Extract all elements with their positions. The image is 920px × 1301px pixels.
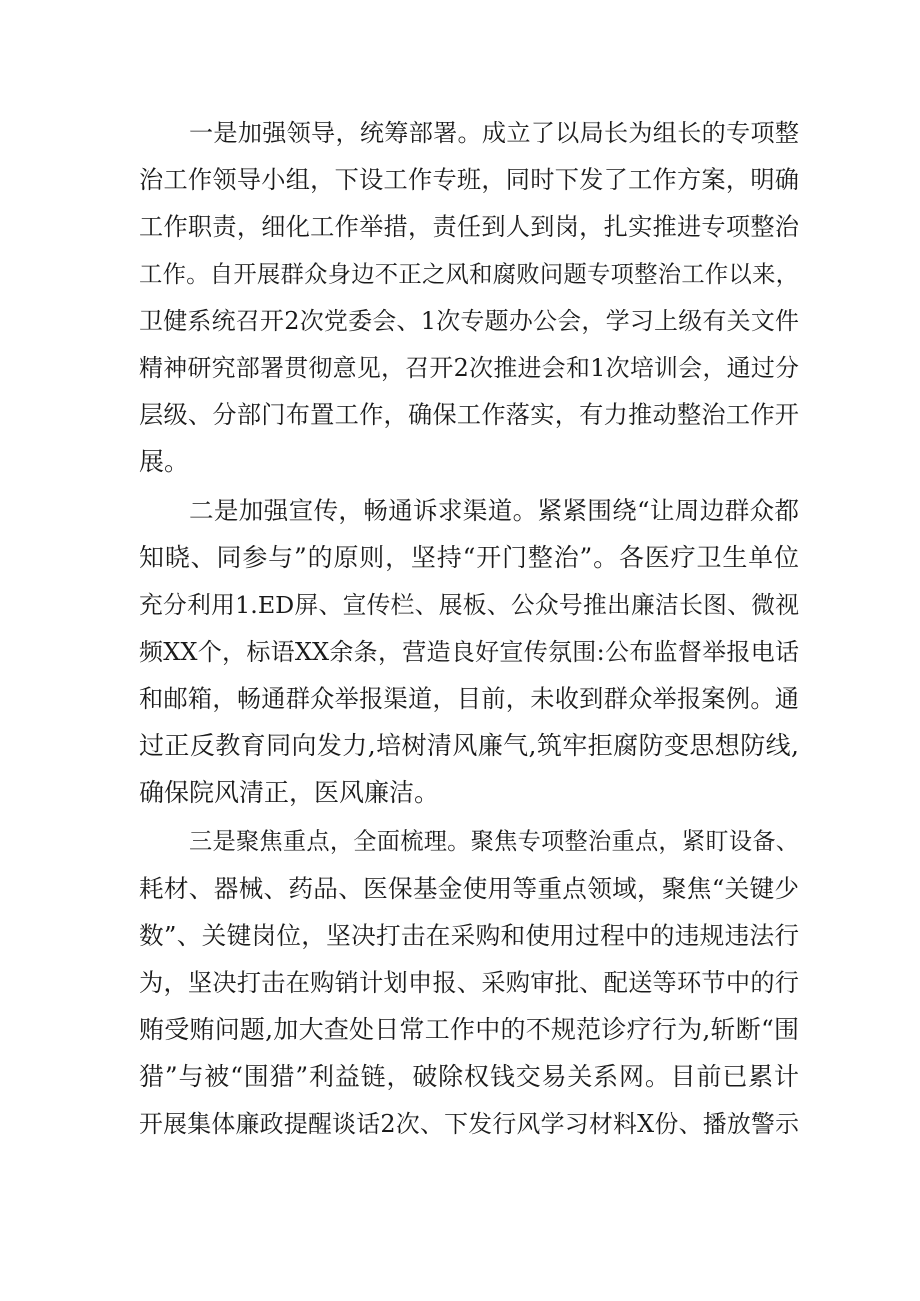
paragraph-line: 频XX个，标语XX余条，营造良好宣传氛围:公布监督举报电话 <box>139 638 799 666</box>
paragraph-line: 过正反教育同向发力,培树清风廉气,筑牢拒腐防变思想防线, <box>139 731 799 760</box>
paragraph-line: 一是加强领导，统筹部署。成立了以局长为组长的专项整 <box>189 119 799 147</box>
paragraph-line: 为，坚决打击在购销计划申报、采购审批、配送等环节中的行 <box>139 969 799 997</box>
paragraph-line: 猎”与被“围猎”利益链，破除权钱交易关系网。目前已累计 <box>139 1062 799 1091</box>
paragraph-line: 二是加强宣传，畅通诉求渠道。紧紧围绕“让周边群众都 <box>189 496 799 525</box>
paragraph-line: 展。 <box>139 447 190 476</box>
paragraph-line: 知晓、同参与”的原则，坚持“开门整治”。各医疗卫生单位 <box>139 543 799 572</box>
paragraph-line: 治工作领导小组，下设工作专班，同时下发了工作方案，明确 <box>139 166 799 194</box>
paragraph-line: 贿受贿问题,加大查处日常工作中的不规范诊疗行为,斩断“围 <box>139 1015 799 1044</box>
paragraph-line: 工作职责，细化工作举措，责任到人到岗，扎实推进专项整治 <box>139 213 799 241</box>
paragraph-line: 精神研究部署贯彻意见，召开2次推进会和1次培训会，通过分 <box>139 354 799 382</box>
paragraph-line: 层级、分部门布置工作，确保工作落实，有力推动整治工作开 <box>139 401 799 429</box>
paragraph-line: 确保院风清正，医风廉洁。 <box>139 778 440 807</box>
paragraph-line: 三是聚焦重点，全面梳理。聚焦专项整治重点，紧盯设备、 <box>189 828 799 855</box>
paragraph-line: 卫健系统召开2次党委会、1次专题办公会，学习上级有关文件 <box>139 307 799 335</box>
paragraph-line: 和邮箱，畅通群众举报渠道，目前，未收到群众举报案例。通 <box>139 685 799 713</box>
paragraph-line: 充分利用1.ED屏、宣传栏、展板、公众号推出廉洁长图、微视 <box>139 591 799 619</box>
paragraph-line: 数”、关键岗位，坚决打击在采购和使用过程中的违规违法行 <box>139 921 799 950</box>
paragraph-line: 工作。自开展群众身边不正之风和腐败问题专项整治工作以来， <box>139 260 799 288</box>
paragraph-line: 耗材、器械、药品、医保基金使用等重点领域，聚焦“关键少 <box>139 874 799 903</box>
paragraph-line: 开展集体廉政提醒谈话2次、下发行风学习材料X份、播放警示 <box>139 1110 799 1138</box>
